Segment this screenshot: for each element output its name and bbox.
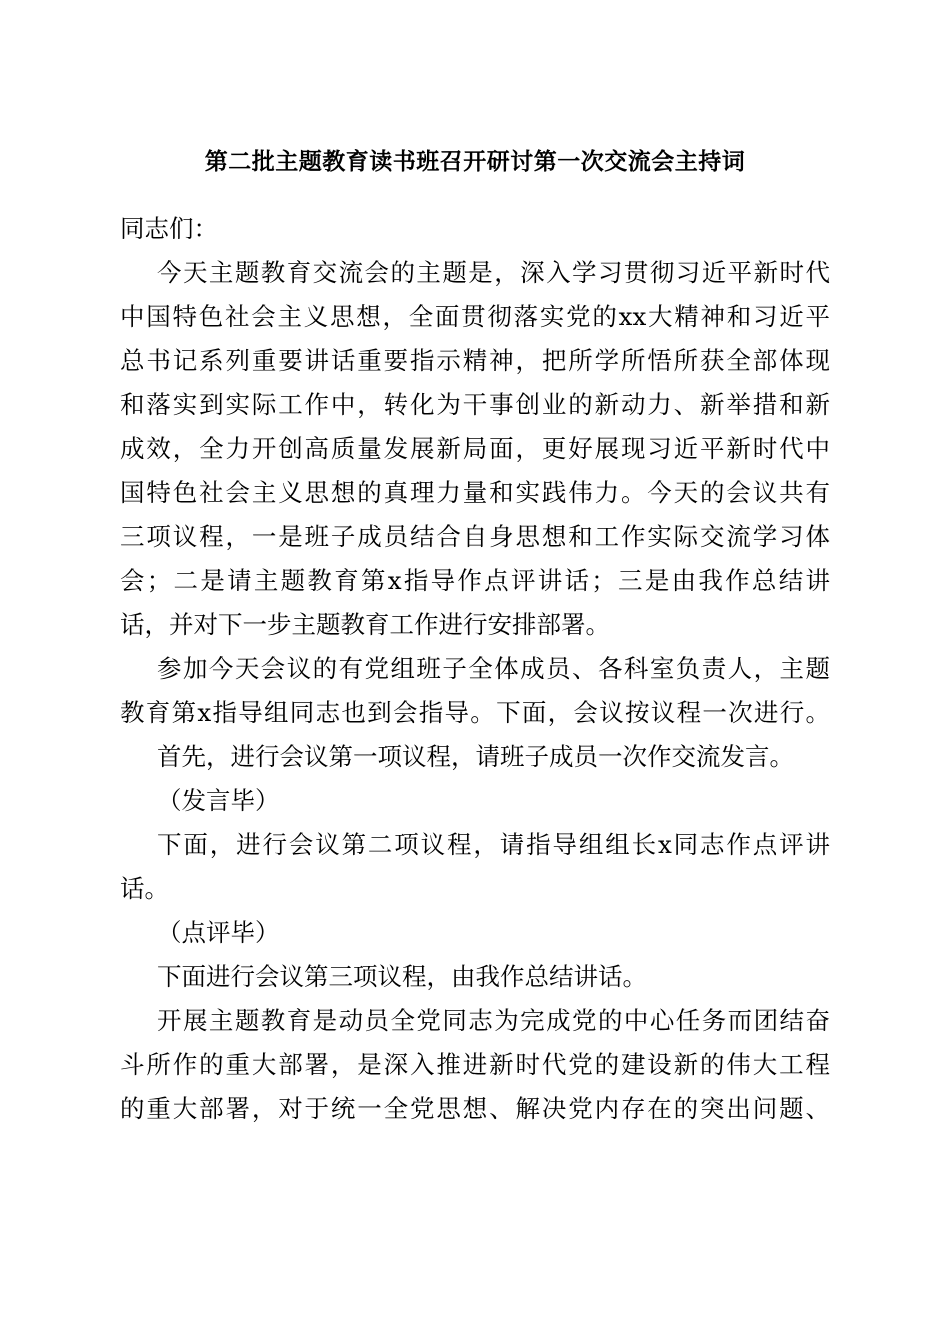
- document-title: 第二批主题教育读书班召开研讨第一次交流会主持词: [204, 148, 746, 175]
- text-line: 成效，全力开创高质量发展新局面，更好展现习近平新时代中: [120, 434, 830, 463]
- text-line: 中国特色社会主义思想，全面贯彻落实党的xx大精神和习近平: [120, 302, 830, 331]
- paragraph-second-item: [120, 823, 830, 911]
- paragraph-comment-end: （点评毕）: [157, 918, 280, 947]
- paragraph-third-item: 下面进行会议第三项议程，由我作总结讲话。: [157, 962, 647, 991]
- text-line: 国特色社会主义思想的真理力量和实践伟力。今天的会议共有: [120, 478, 830, 507]
- text-line: 下面，进行会议第二项议程，请指导组组长x同志作点评讲: [157, 830, 830, 859]
- text-line: 会；二是请主题教育第x指导作点评讲话；三是由我作总结讲: [120, 566, 830, 595]
- text-line: 教育第x指导组同志也到会指导。下面，会议按议程一次进行。: [120, 698, 830, 727]
- paragraph-first-item: 首先，进行会议第一项议程，请班子成员一次作交流发言。: [157, 742, 794, 771]
- paragraph-attendees: [120, 647, 830, 735]
- text-line: 参加今天会议的有党组班子全体成员、各科室负责人，主题: [157, 654, 830, 683]
- paragraph-speech-end: （发言毕）: [157, 786, 280, 815]
- text-line: 今天主题教育交流会的主题是，深入学习贯彻习近平新时代: [157, 258, 830, 287]
- text-line: 斗所作的重大部署，是深入推进新时代党的建设新的伟大工程: [120, 1050, 830, 1079]
- document-body: [120, 207, 830, 1131]
- paragraph-summary: [120, 999, 830, 1131]
- paragraph-agenda-intro: [120, 251, 830, 647]
- text-line: 三项议程，一是班子成员结合自身思想和工作实际交流学习体: [120, 522, 830, 551]
- text-line: 话。: [120, 874, 169, 903]
- salutation: 同志们：: [120, 214, 218, 243]
- text-line: 开展主题教育是动员全党同志为完成党的中心任务而团结奋: [157, 1006, 830, 1035]
- text-line: 和落实到实际工作中，转化为干事创业的新动力、新举措和新: [120, 390, 830, 419]
- text-line: 的重大部署，对于统一全党思想、解决党内存在的突出问题、: [120, 1094, 830, 1123]
- text-line: 话，并对下一步主题教育工作进行安排部署。: [120, 610, 610, 639]
- text-line: 总书记系列重要讲话重要指示精神，把所学所悟所获全部体现: [120, 346, 830, 375]
